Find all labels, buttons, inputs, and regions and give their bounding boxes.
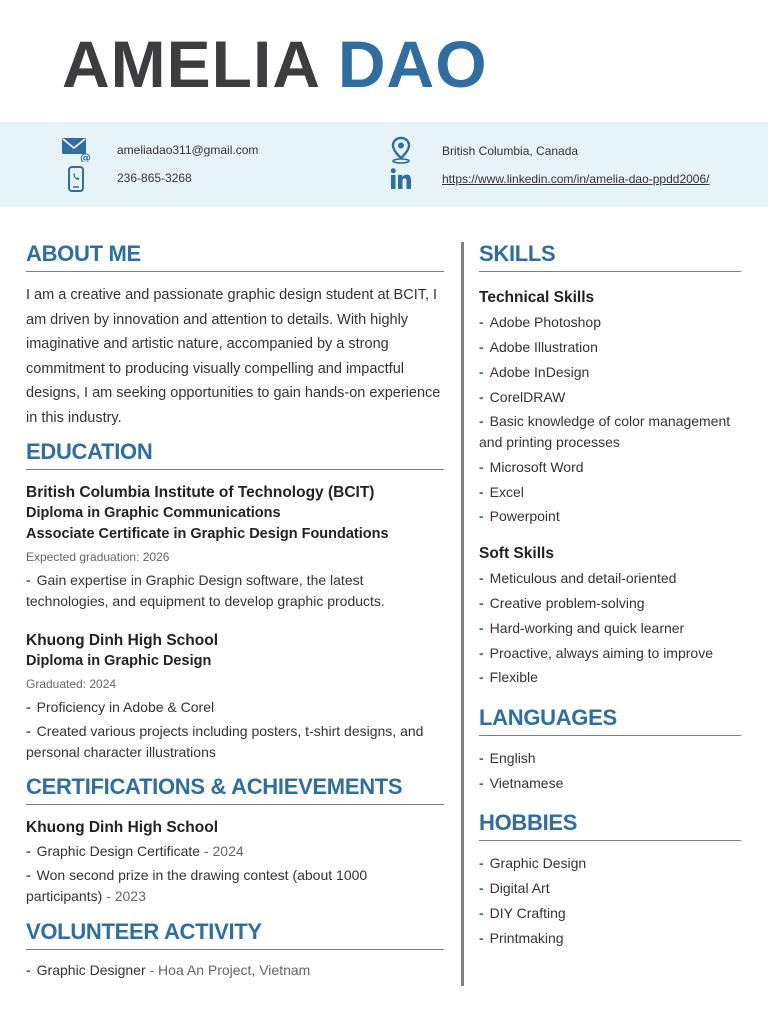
skill-text: Meticulous and detail-oriented bbox=[489, 570, 677, 587]
location-text: British Columbia, Canada bbox=[442, 144, 579, 158]
section-title-certifications: CERTIFICATIONS & ACHIEVEMENTS bbox=[26, 773, 444, 805]
education-entry bbox=[26, 630, 444, 763]
about-text: I am a creative and passionate graphic design student at BCIT, I am driven by innovation and attention to details. With highly imaginative and artistic nature, accompanied by a strong commitment to producing visually compelling and impactful designs, I am seeking opportunities to gain hands-on experience in this industry. bbox=[26, 287, 441, 426]
list-item bbox=[479, 482, 741, 503]
list-item bbox=[479, 337, 741, 358]
column-divider bbox=[461, 242, 464, 986]
skill-text: Hard-working and quick learner bbox=[489, 619, 685, 636]
bullet-text: Created various projects including posters, t-shirt designs, and personal character illustrations bbox=[26, 723, 424, 760]
hobby-text: Printmaking bbox=[489, 929, 564, 946]
list-item bbox=[479, 387, 741, 408]
section-title-education: EDUCATION bbox=[26, 438, 444, 470]
bullet-detail: - Hoa An Project, Vietnam bbox=[145, 962, 311, 978]
right-column bbox=[479, 240, 741, 948]
dash-marker: - bbox=[479, 458, 484, 475]
dash-marker: - bbox=[479, 570, 484, 587]
volunteer-section bbox=[26, 918, 444, 981]
svg-text:@: @ bbox=[80, 151, 91, 162]
dash-marker: - bbox=[26, 723, 31, 739]
school-name: British Columbia Institute of Technology (BCIT) bbox=[26, 484, 375, 501]
list-item bbox=[479, 457, 741, 478]
linkedin-link[interactable]: https://www.linkedin.com/in/amelia-dao-ppdd2006/ bbox=[442, 172, 710, 186]
list-item bbox=[479, 411, 741, 452]
list-item bbox=[479, 878, 741, 899]
education-date: Expected graduation: 2026 bbox=[26, 550, 170, 564]
certifications-section bbox=[26, 773, 444, 907]
dash-marker: - bbox=[26, 867, 31, 883]
dash-marker: - bbox=[479, 904, 484, 921]
education-section bbox=[26, 438, 444, 763]
list-item bbox=[479, 362, 741, 383]
skill-text: Adobe Illustration bbox=[489, 339, 598, 356]
education-entry bbox=[26, 482, 444, 612]
list-item bbox=[479, 506, 741, 527]
skill-text: Powerpoint bbox=[489, 508, 560, 525]
bullet-year: - 2024 bbox=[200, 843, 244, 859]
list-item bbox=[479, 928, 741, 949]
hobby-text: DIY Crafting bbox=[489, 904, 566, 921]
list-item bbox=[479, 643, 741, 664]
skill-text: Basic knowledge of color management and printing processes bbox=[479, 413, 731, 450]
school-name: Khuong Dinh High School bbox=[26, 632, 218, 649]
hobby-text: Graphic Design bbox=[489, 855, 587, 872]
dash-marker: - bbox=[26, 962, 31, 978]
dash-marker: - bbox=[26, 572, 31, 588]
email-icon bbox=[60, 136, 92, 162]
skills-section bbox=[479, 240, 741, 688]
dash-marker: - bbox=[479, 388, 484, 405]
dash-marker: - bbox=[479, 483, 484, 500]
list-item bbox=[26, 570, 444, 612]
hobbies-section bbox=[479, 809, 741, 948]
bullet-text: Won second prize in the drawing contest (about 1000 participants) bbox=[26, 867, 368, 904]
skill-text: Excel bbox=[489, 483, 524, 500]
credential: Diploma in Graphic Communications bbox=[26, 505, 281, 521]
bullet-text: Graphic Design Certificate bbox=[36, 843, 201, 859]
skill-text: Proactive, always aiming to improve bbox=[489, 644, 713, 661]
dash-marker: - bbox=[479, 619, 484, 636]
list-item bbox=[479, 568, 741, 589]
soft-skills-title: Soft Skills bbox=[479, 544, 554, 562]
dash-marker: - bbox=[479, 413, 484, 430]
section-title-languages: LANGUAGES bbox=[479, 704, 741, 736]
phone-icon bbox=[66, 165, 86, 193]
technical-skills-title: Technical Skills bbox=[479, 289, 595, 306]
dash-marker: - bbox=[26, 699, 31, 715]
contact-band bbox=[0, 122, 768, 207]
dash-marker: - bbox=[479, 855, 484, 872]
credential: Diploma in Graphic Design bbox=[26, 653, 212, 669]
dash-marker: - bbox=[479, 314, 484, 331]
section-title-about: ABOUT ME bbox=[26, 240, 444, 272]
list-item bbox=[26, 697, 444, 718]
dash-marker: - bbox=[479, 669, 484, 686]
list-item bbox=[479, 312, 741, 333]
dash-marker: - bbox=[479, 508, 484, 525]
skill-text: Adobe InDesign bbox=[489, 363, 590, 380]
list-item bbox=[479, 773, 741, 794]
list-item bbox=[26, 721, 444, 763]
email-text[interactable]: ameliadao311@gmail.com bbox=[117, 143, 259, 157]
skill-text: Creative problem-solving bbox=[489, 594, 645, 611]
dash-marker: - bbox=[479, 929, 484, 946]
skill-text: Microsoft Word bbox=[489, 458, 584, 475]
skill-text: Adobe Photoshop bbox=[489, 314, 601, 331]
skill-text: CorelDRAW bbox=[489, 388, 566, 405]
location-pin-icon bbox=[390, 136, 412, 164]
language-text: English bbox=[489, 749, 536, 766]
first-name: AMELIA bbox=[62, 27, 319, 101]
dash-marker: - bbox=[479, 749, 484, 766]
dash-marker: - bbox=[479, 594, 484, 611]
list-item bbox=[479, 667, 741, 688]
section-title-volunteer: VOLUNTEER ACTIVITY bbox=[26, 918, 444, 950]
credential: Associate Certificate in Graphic Design Foundations bbox=[26, 526, 389, 542]
certification-school: Khuong Dinh High School bbox=[26, 819, 218, 836]
hobby-text: Digital Art bbox=[489, 879, 550, 896]
skill-text: Flexible bbox=[489, 669, 538, 686]
dash-marker: - bbox=[479, 774, 484, 791]
dash-marker: - bbox=[26, 843, 31, 859]
list-item bbox=[26, 841, 444, 862]
bullet-text: Proficiency in Adobe & Corel bbox=[36, 699, 215, 715]
list-item bbox=[26, 960, 444, 981]
bullet-text: Graphic Designer bbox=[36, 962, 146, 978]
bullet-text: Gain expertise in Graphic Design software, the latest technologies, and equipment to develop graphic products. bbox=[26, 572, 385, 609]
section-title-skills: SKILLS bbox=[479, 240, 741, 272]
list-item bbox=[479, 853, 741, 874]
language-text: Vietnamese bbox=[489, 774, 564, 791]
about-section bbox=[26, 240, 444, 430]
education-date: Graduated: 2024 bbox=[26, 677, 117, 691]
resume-name bbox=[62, 26, 488, 102]
dash-marker: - bbox=[479, 339, 484, 356]
list-item bbox=[479, 903, 741, 924]
list-item bbox=[479, 748, 741, 769]
list-item bbox=[479, 618, 741, 639]
linkedin-icon[interactable] bbox=[389, 167, 413, 191]
dash-marker: - bbox=[479, 363, 484, 380]
dash-marker: - bbox=[479, 879, 484, 896]
dash-marker: - bbox=[479, 644, 484, 661]
bullet-year: - 2023 bbox=[102, 888, 146, 904]
left-column bbox=[26, 240, 444, 981]
list-item bbox=[479, 593, 741, 614]
list-item bbox=[26, 865, 444, 907]
languages-section bbox=[479, 704, 741, 793]
last-name: DAO bbox=[337, 27, 488, 101]
phone-text[interactable]: 236-865-3268 bbox=[117, 171, 192, 185]
section-title-hobbies: HOBBIES bbox=[479, 809, 741, 841]
